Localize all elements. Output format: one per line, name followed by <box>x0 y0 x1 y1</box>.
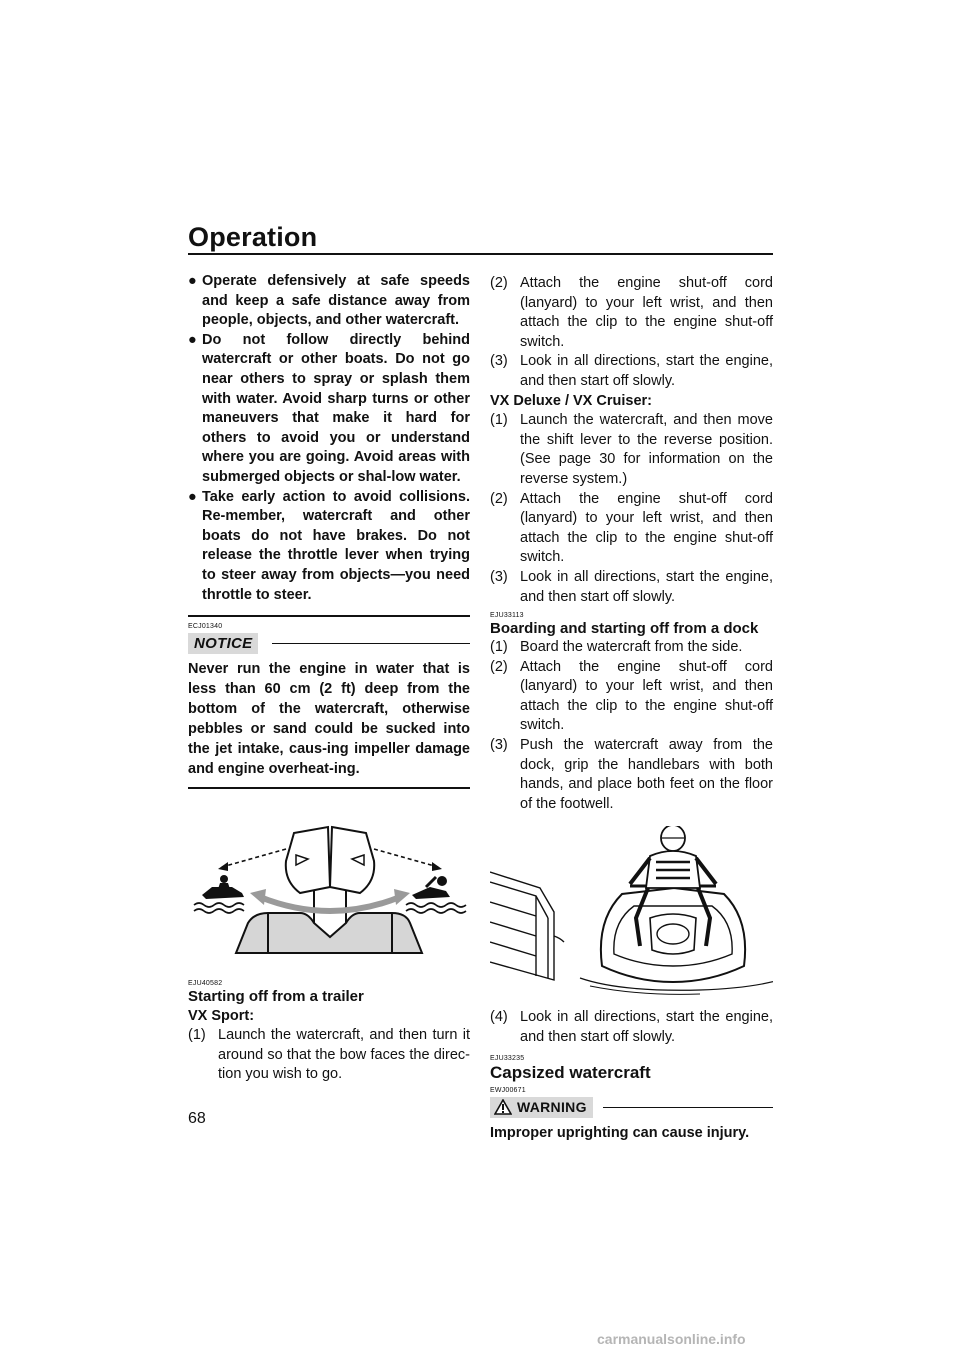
look-both-ways-illustration <box>188 815 470 955</box>
bullet-item: ● Do not follow directly behind watercraft or other boats. Do not go near others to spray or splash them with water. Avoid sharp turns or other maneuvers that make it hard for others to avoid you or understand where you are going. Avoid areas with submerged objects or shal-low water. <box>188 331 470 485</box>
bullet-dot-icon: ● <box>188 488 197 505</box>
bullet-dot-icon: ● <box>188 273 197 289</box>
warning-label-box <box>490 1097 593 1119</box>
bullet-item: ● Take early action to avoid collisions. Re-member, watercraft and other boats do not have brakes. Do not release the throttle lever when trying to steer away from objects—you need throttle to steer. <box>188 488 470 603</box>
bullet-item: ● Operate defensively at safe speeds and keep a safe distance away from people, objects, and other watercraft. <box>188 273 470 329</box>
left-column <box>188 272 470 1085</box>
warning-triangle-icon <box>494 1099 512 1115</box>
watercraft-silhouette <box>194 875 244 913</box>
notice-label-rule <box>272 643 470 645</box>
capsized-code: EJU33235 <box>490 1054 525 1062</box>
swimmer-silhouette <box>406 876 466 913</box>
turn-arc <box>260 897 400 911</box>
step-item: (2) Attach the engine shut-off cord (lanyard) to your left wrist, and then attach the clip to the engine shut-off switch. <box>490 275 773 350</box>
title-rule <box>188 253 773 255</box>
step-item: (2) Attach the engine shut-off cord (lanyard) to your left wrist, and then attach the clip to the engine shut-off switch. <box>490 490 773 566</box>
step-item: (2) Attach the engine shut-off cord (lanyard) to your left wrist, and then attach the clip to the engine shut-off switch. <box>490 658 773 734</box>
notice-header <box>188 633 470 655</box>
bullet-dot-icon: ● <box>188 331 197 348</box>
notice-code: ECJ01340 <box>188 622 223 630</box>
section-title-trailer: Starting off from a trailer <box>188 987 364 1005</box>
safety-bullets <box>188 272 470 605</box>
warning-code: EWJ00671 <box>490 1086 526 1094</box>
warning-label: WARNING <box>517 1098 587 1115</box>
notice-bottom-rule <box>188 787 470 789</box>
step-item: (3) Push the watercraft away from the dock, grip the handlebars with both hands, and place both feet on the floor of the footwell. <box>490 737 773 812</box>
dock <box>490 872 564 980</box>
dock-code: EJU33113 <box>490 612 524 620</box>
step-item: (1) Launch the watercraft, and then turn it around so that the bow faces the direc-tion you wish to go. <box>188 1027 470 1083</box>
notice-label: NOTICE <box>188 633 258 655</box>
section-title-capsized: Capsized watercraft <box>490 1062 651 1082</box>
step-item: (1) Launch the watercraft, and then move the shift lever to the reverse position. (See page 30 for information on the reverse system.) <box>490 412 773 487</box>
head-right <box>330 827 374 893</box>
model-label-deluxe: VX Deluxe / VX Cruiser: <box>490 392 652 409</box>
page-title: Operation <box>188 222 318 252</box>
section-title-dock: Boarding and starting off from a dock <box>490 620 759 638</box>
model-label-sport: VX Sport: <box>188 1007 255 1024</box>
step-item: (1) Board the watercraft from the side. <box>490 639 743 656</box>
notice-top-rule <box>188 615 470 617</box>
sight-line-left <box>222 849 286 867</box>
step-item: (3) Look in all directions, start the engine, and then start off slowly. <box>490 353 773 389</box>
right-column <box>490 274 773 1144</box>
notice-text: Never run the engine in water that is less than 60 cm (2 ft) deep from the bottom of the watercraft, otherwise pebbles or sand could be sucked into the jet intake, caus-ing impeller damage and engine overheat-ing. <box>188 661 470 778</box>
step-item: (3) Look in all directions, start the engine, and then start off slowly. <box>490 568 773 605</box>
warning-label-rule <box>603 1107 773 1109</box>
dock-boarding-illustration <box>490 826 773 996</box>
head-left <box>286 827 330 893</box>
warning-header <box>490 1097 773 1119</box>
footer-watermark: carmanualsonline.info <box>597 1331 746 1347</box>
step-item: (4) Look in all directions, start the engine, and then start off slowly. <box>490 1009 773 1046</box>
section-code: EJU40582 <box>188 979 223 987</box>
page-number: 68 <box>188 1110 206 1127</box>
rider-torso <box>236 913 422 953</box>
warning-text: Improper uprighting can cause injury. <box>490 1125 750 1142</box>
sight-line-right <box>374 849 438 867</box>
